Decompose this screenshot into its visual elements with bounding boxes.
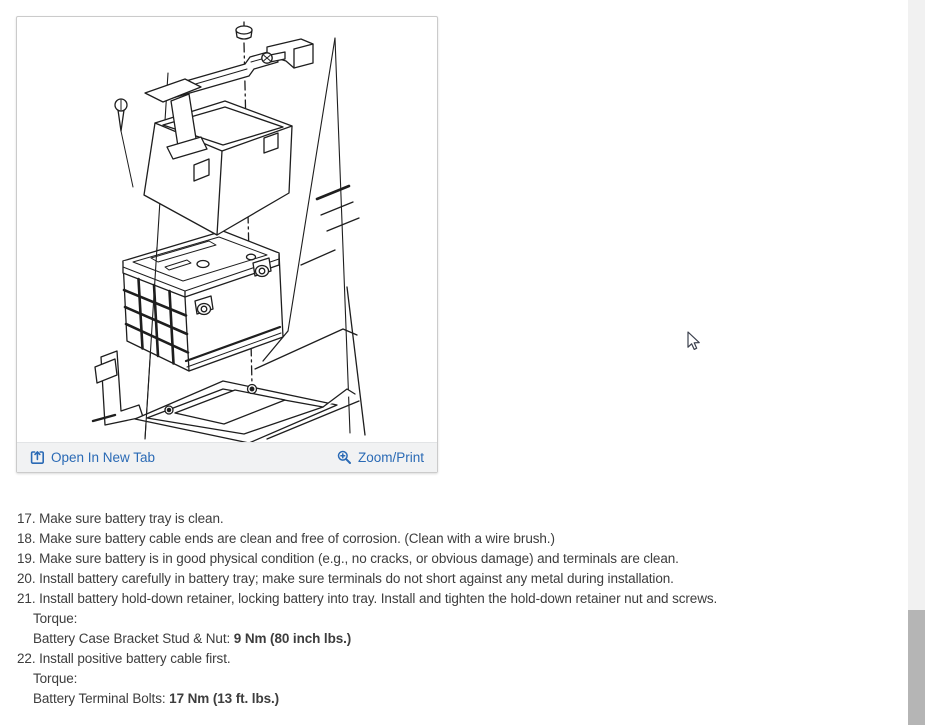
- open-in-new-tab-link[interactable]: [30, 450, 155, 465]
- step-text: Install positive battery cable first.: [39, 651, 231, 666]
- step-number: 17.: [17, 511, 36, 526]
- instruction-step-21: [17, 589, 717, 609]
- step-number: 20.: [17, 571, 36, 586]
- figure-footer: [17, 442, 437, 472]
- battery-cover: [144, 101, 292, 235]
- torque-heading-21: Torque:: [33, 611, 78, 626]
- instruction-step-18: [17, 529, 717, 549]
- instruction-step-20: [17, 569, 717, 589]
- step-number: 21.: [17, 591, 36, 606]
- step-text: Make sure battery tray is clean.: [39, 511, 224, 526]
- stud-nut: [236, 22, 252, 39]
- instruction-step-22: [17, 649, 717, 669]
- torque-spec-22: [17, 689, 717, 709]
- step-number: 18.: [17, 531, 36, 546]
- torque-spec-21: [17, 629, 717, 649]
- step-number: 22.: [17, 651, 36, 666]
- torque-value: 9 Nm (80 inch lbs.): [233, 631, 352, 646]
- battery-tray: [93, 351, 355, 442]
- torque-label: Battery Case Bracket Stud & Nut:: [33, 631, 231, 646]
- zoom-print-label: Zoom/Print: [357, 450, 424, 465]
- retainer-screw: [115, 99, 133, 187]
- instruction-step-17: [17, 509, 717, 529]
- step-text: Make sure battery is in good physical condition (e.g., no cracks, or obvious damage) and terminals are clean.: [39, 551, 679, 566]
- battery-installation-diagram: [17, 17, 437, 442]
- torque-label: Battery Terminal Bolts:: [33, 691, 166, 706]
- step-number: 19.: [17, 551, 36, 566]
- figure-image[interactable]: [17, 17, 437, 442]
- magnifier-plus-icon: [337, 450, 352, 465]
- torque-value: 17 Nm (13 ft. lbs.): [169, 691, 280, 706]
- alignment-lines: [145, 38, 350, 439]
- torque-heading-22: Torque:: [33, 671, 78, 686]
- figure-frame: [16, 16, 438, 473]
- scrollbar-thumb[interactable]: [908, 610, 925, 725]
- instructions-list: [17, 509, 717, 709]
- open-in-new-tab-icon: [30, 450, 45, 465]
- zoom-print-link[interactable]: [337, 450, 424, 465]
- step-text: Make sure battery cable ends are clean and free of corrosion. (Clean with a wire brush.): [39, 531, 555, 546]
- bracket-bolt: [262, 52, 285, 63]
- battery: [123, 231, 283, 371]
- step-text: Install battery carefully in battery tray; make sure terminals do not short against any metal during installation.: [39, 571, 674, 586]
- step-text: Install battery hold-down retainer, locking battery into tray. Install and tighten the hold-down retainer nut and screws.: [39, 591, 718, 606]
- instruction-step-19: [17, 549, 717, 569]
- vertical-scrollbar[interactable]: [908, 0, 925, 725]
- open-in-new-tab-label: Open In New Tab: [51, 450, 156, 465]
- mouse-cursor: [687, 331, 701, 356]
